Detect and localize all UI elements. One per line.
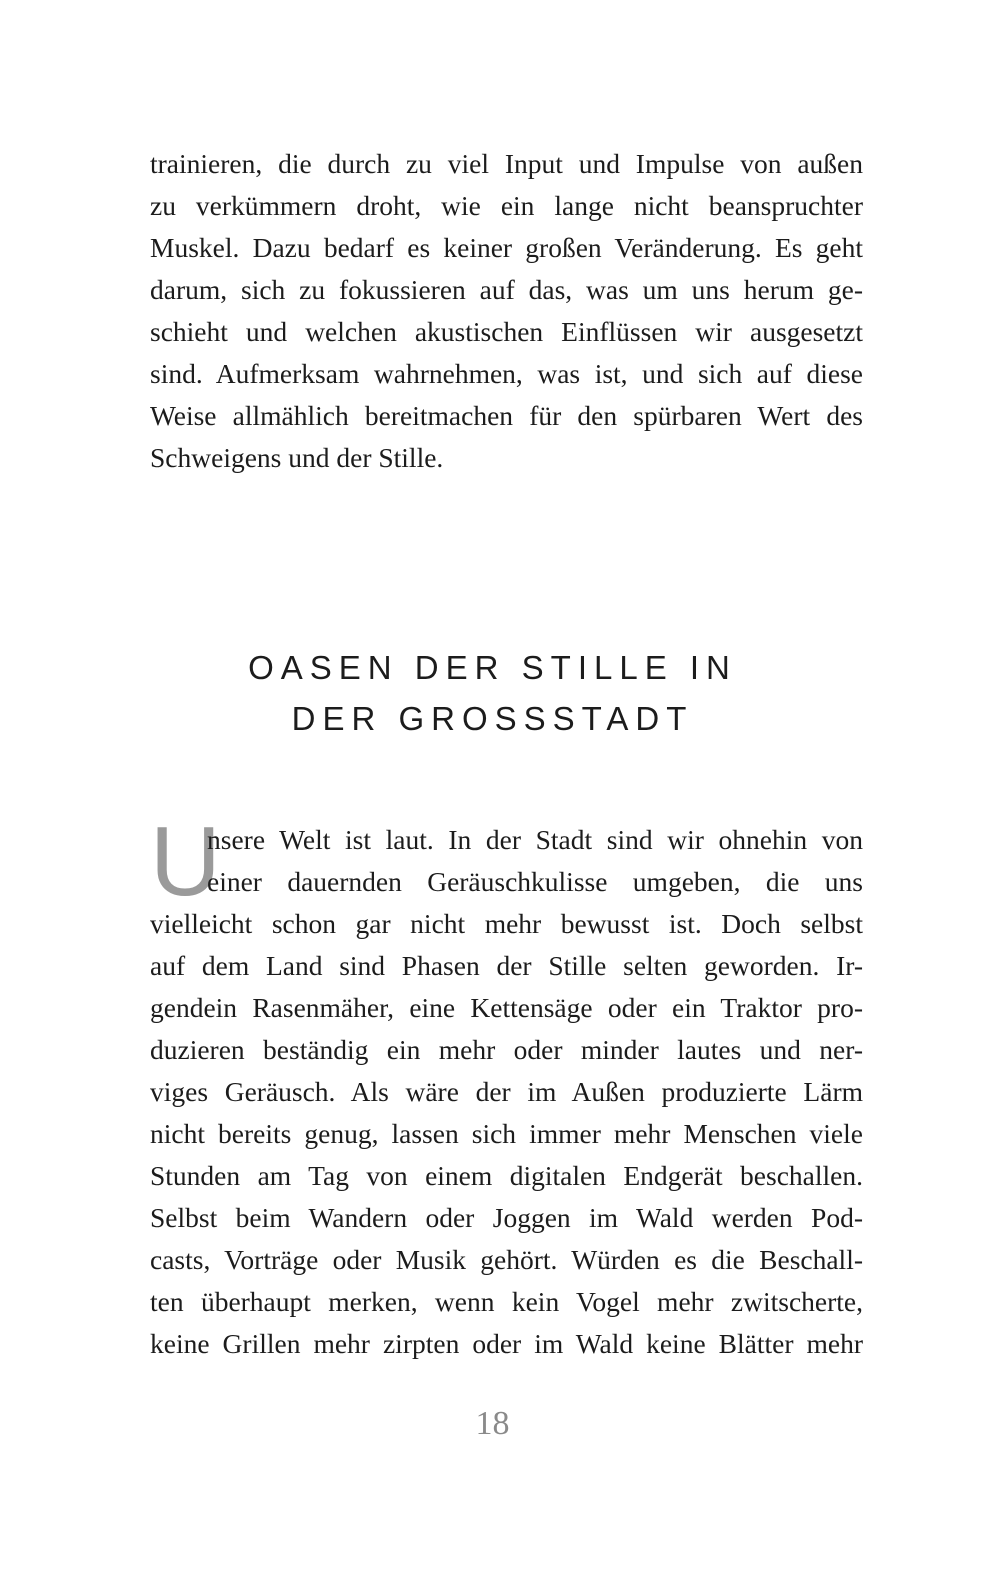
text-line: trainieren, die durch zu viel Input und Impulse von außen bbox=[150, 148, 863, 179]
text-line: Weise allmählich bereitmachen für den spürbaren Wert des bbox=[150, 400, 863, 431]
text-line: Selbst beim Wandern oder Joggen im Wald werden Pod- bbox=[150, 1202, 863, 1233]
text-line: duzieren beständig ein mehr oder minder lautes und ner- bbox=[150, 1034, 863, 1065]
text-line: gendein Rasenmäher, eine Kettensäge oder ein Traktor pro- bbox=[150, 992, 863, 1023]
text-line: nsere Welt ist laut. In der Stadt sind wir ohnehin von bbox=[207, 824, 863, 855]
text-line: Schweigens und der Stille. bbox=[150, 442, 444, 473]
text-line: vielleicht schon gar nicht mehr bewusst ist. Doch selbst bbox=[150, 908, 863, 939]
text-line: ten überhaupt merken, wenn kein Vogel mehr zwitscherte, bbox=[150, 1286, 863, 1317]
text-line: darum, sich zu fokussieren auf das, was um uns herum ge- bbox=[150, 274, 863, 305]
page-number: 18 bbox=[475, 1405, 510, 1442]
text-line: sind. Aufmerksam wahrnehmen, was ist, und sich auf diese bbox=[150, 358, 863, 389]
text-line: Muskel. Dazu bedarf es keiner großen Veränderung. Es geht bbox=[150, 232, 863, 263]
text-line: casts, Vorträge oder Musik gehört. Würden es die Beschall- bbox=[150, 1244, 863, 1275]
text-line: nicht bereits genug, lassen sich immer mehr Menschen viele bbox=[150, 1118, 863, 1149]
heading-line-2: DER GROSSSTADT bbox=[291, 700, 694, 737]
heading-line-1: OASEN DER STILLE IN bbox=[248, 649, 737, 686]
text-line: zu verkümmern droht, wie ein lange nicht beanspruchter bbox=[150, 190, 863, 221]
text-line: keine Grillen mehr zirpten oder im Wald keine Blätter mehr bbox=[150, 1328, 863, 1359]
drop-cap: U bbox=[150, 806, 221, 916]
text-line: Stunden am Tag von einem digitalen Endgerät beschallen. bbox=[150, 1160, 863, 1191]
text-line: auf dem Land sind Phasen der Stille selten geworden. Ir- bbox=[150, 950, 863, 981]
text-line: einer dauernden Geräuschkulisse umgeben, die uns bbox=[207, 866, 863, 897]
text-line: viges Geräusch. Als wäre der im Außen produzierte Lärm bbox=[150, 1076, 863, 1107]
text-line: schieht und welchen akustischen Einflüssen wir ausgesetzt bbox=[150, 316, 863, 347]
